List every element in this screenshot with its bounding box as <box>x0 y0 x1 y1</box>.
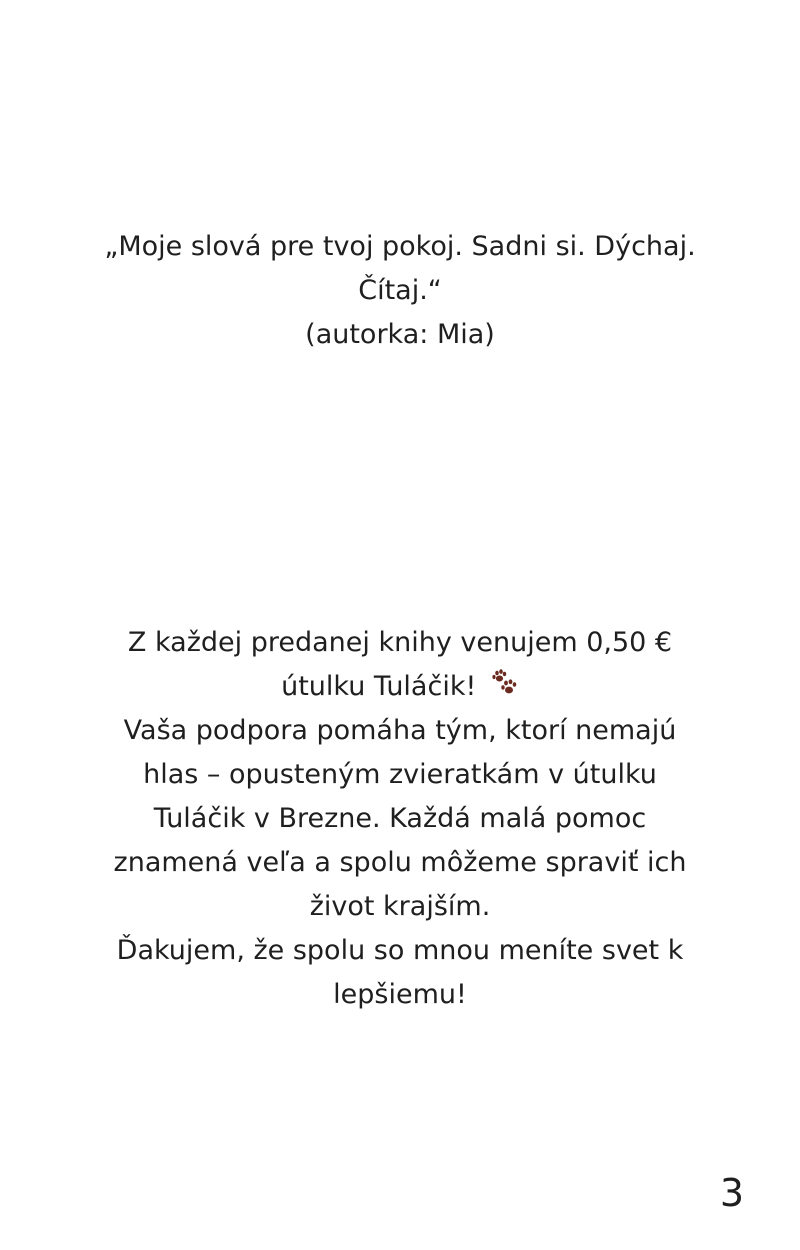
quote-line-1: „Moje slová pre tvoj pokoj. Sadni si. Dýchaj. <box>104 231 696 262</box>
donation-line-1: Z každej predanej knihy venujem 0,50 € <box>127 627 673 658</box>
donation-line-7: život krajším. <box>309 891 491 922</box>
donation-block <box>80 621 720 1017</box>
page-number: 3 <box>719 1171 744 1215</box>
donation-line-9: lepšiemu! <box>333 979 467 1010</box>
donation-line-4: hlas – opusteným zvieratkám v útulku <box>143 759 657 790</box>
donation-line-2: útulku Tuláčik! <box>281 671 477 702</box>
quote-line-2: Čítaj.“ <box>358 275 442 306</box>
donation-line-5: Tuláčik v Brezne. Každá malá pomoc <box>153 803 647 834</box>
donation-line-6: znamená veľa a spolu môžeme spraviť ich <box>113 847 687 878</box>
quote-author: (autorka: Mia) <box>305 319 495 350</box>
donation-line-2-wrap <box>80 665 720 709</box>
paw-prints-icon <box>489 669 519 699</box>
donation-line-8: Ďakujem, že spolu so mnou meníte svet k <box>116 935 684 966</box>
quote-block <box>80 225 720 357</box>
donation-line-3: Vaša podpora pomáha tým, ktorí nemajú <box>123 715 677 746</box>
